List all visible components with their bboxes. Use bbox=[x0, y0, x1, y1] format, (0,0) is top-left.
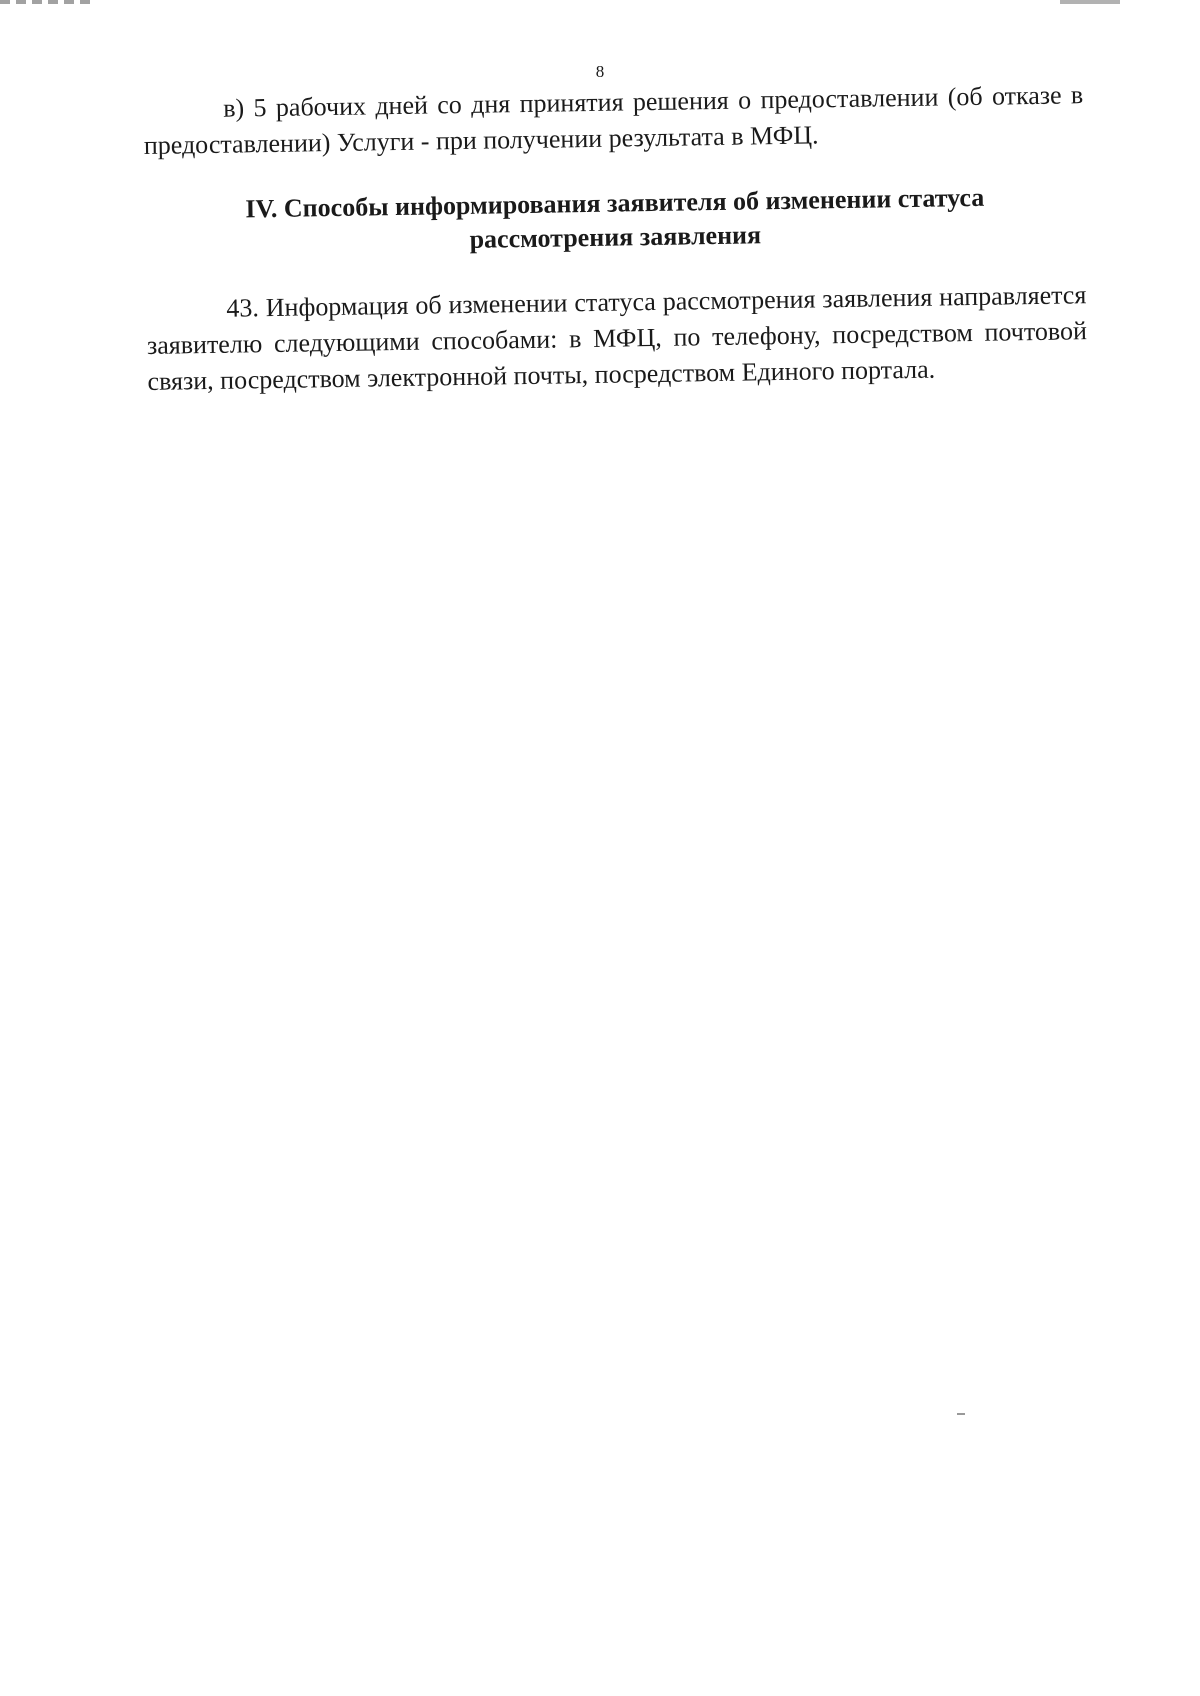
document-body bbox=[143, 77, 1088, 400]
paragraph-item-43: 43. Информация об изменении статуса рассмотрения заявления направляется заявителю следующими способами: в МФЦ, по телефону, посредством почтовой связи, посредством электронной почты, посредством Единого портала. bbox=[146, 280, 1088, 396]
page-number: 8 bbox=[595, 62, 605, 81]
scan-speck bbox=[957, 1413, 965, 1415]
scan-artifact-left bbox=[0, 0, 95, 4]
section-heading-line-2: рассмотрения заявления bbox=[469, 220, 762, 254]
section-heading-line-1: IV. Способы информирования заявителя об изменении статуса bbox=[245, 182, 985, 224]
section-heading bbox=[145, 179, 1086, 262]
paragraph-item-v: в) 5 рабочих дней со дня принятия решения о предоставлении (об отказе в предоставлении) Услуги - при получении результата в МФЦ. bbox=[143, 80, 1084, 160]
scan-artifact-right bbox=[1060, 0, 1120, 4]
